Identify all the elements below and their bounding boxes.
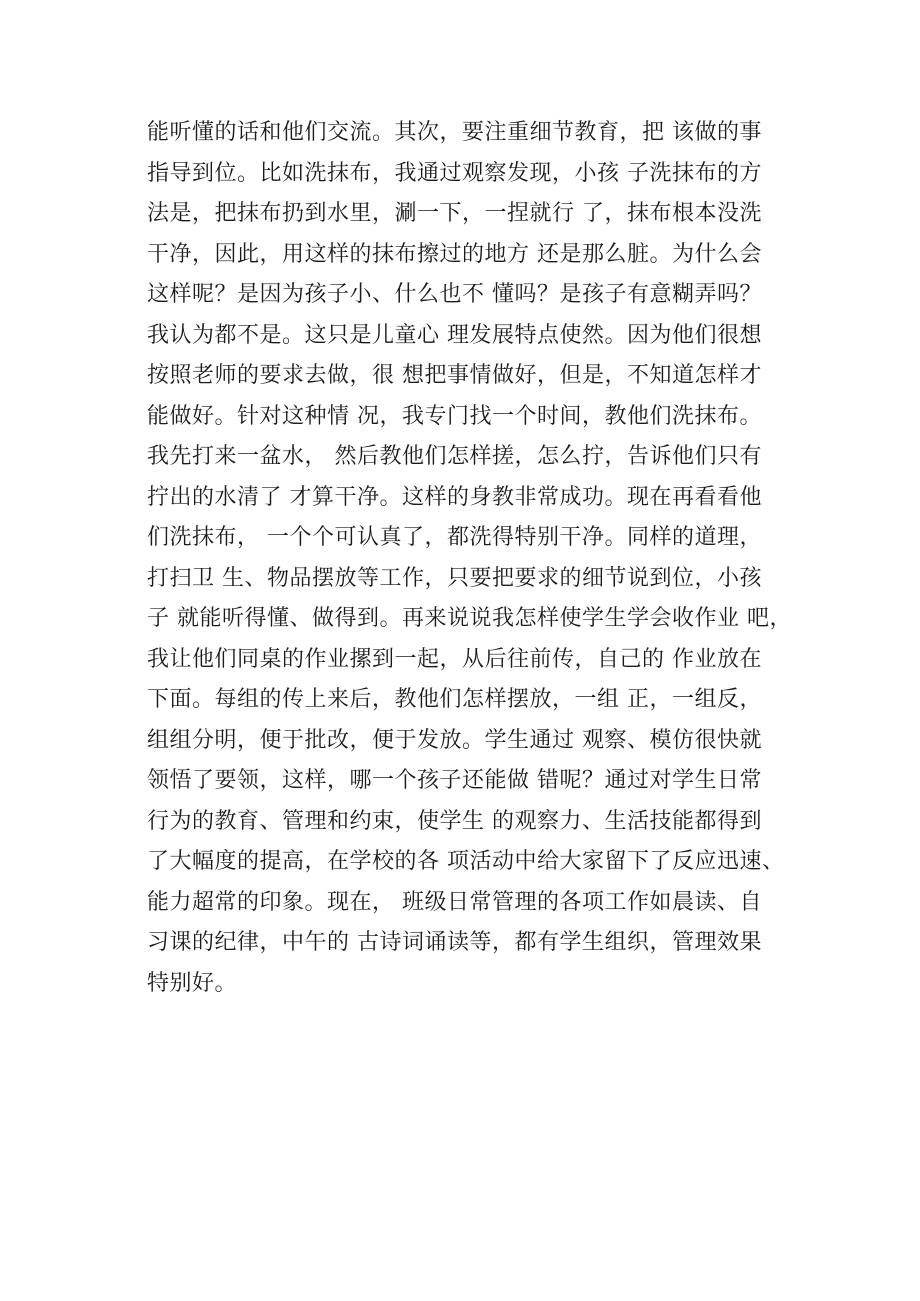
text-line-12: 打扫卫 生、物品摆放等工作，只要把要求的细节说到位，小孩 <box>147 565 762 591</box>
text-line-13: 子 就能听得懂、做得到。再来说说我怎样使学生学会收作业 吧， <box>147 606 792 631</box>
text-line-10: 拧出的水清了 才算干净。这样的身教非常成功。现在再看看他 <box>147 484 762 510</box>
text-line-17: 领悟了要领，这样，哪一个孩子还能做 错呢？通过对学生日常 <box>147 768 762 793</box>
text-line-4: 干净，因此，用这样的抹布擦过的地方 还是那么脏。为什么会 <box>147 241 762 267</box>
text-line-16: 组组分明，便于批改，便于发放。学生通过 观察、模仿很快就 <box>147 727 762 753</box>
text-line-18: 行为的教育、管理和约束，使学生 的观察力、生活技能都得到 <box>147 808 762 834</box>
text-line-15: 下面。每组的传上来后，教他们怎样摆放，一组 正，一组反， <box>147 687 762 712</box>
text-line-2: 指导到位。比如洗抹布，我通过观察发现，小孩 子洗抹布的方 <box>147 160 762 186</box>
text-line-7: 按照老师的要求去做，很 想把事情做好，但是，不知道怎样才 <box>147 363 762 388</box>
body-paragraph <box>147 113 807 1004</box>
text-line-20: 能力超常的印象。现在， 班级日常管理的各项工作如晨读、自 <box>147 889 762 915</box>
text-line-1: 能听懂的话和他们交流。其次，要注重细节教育，把 该做的事 <box>147 120 762 145</box>
text-line-22: 特别好。 <box>147 970 238 996</box>
text-line-5: 这样呢？是因为孩子小、什么也不 懂吗？是孩子有意糊弄吗？ <box>147 282 762 307</box>
text-line-6: 我认为都不是。这只是儿童心 理发展特点使然。因为他们很想 <box>147 322 762 348</box>
text-line-19: 了大幅度的提高，在学校的各 项活动中给大家留下了反应迅速、 <box>147 849 785 874</box>
text-line-3: 法是，把抹布扔到水里，涮一下，一捏就行 了，抹布根本没洗 <box>147 201 762 226</box>
text-line-14: 我让他们同桌的作业摞到一起，从后往前传，自己的 作业放在 <box>147 646 762 672</box>
text-line-8: 能做好。针对这种情 况，我专门找一个时间，教他们洗抹布。 <box>147 403 762 429</box>
text-line-9: 我先打来一盆水， 然后教他们怎样搓，怎么拧，告诉他们只有 <box>147 444 762 469</box>
text-line-11: 们洗抹布， 一个个可认真了，都洗得特别干净。同样的道理， <box>147 525 762 550</box>
text-line-21: 习课的纪律，中午的 古诗词诵读等，都有学生组织，管理效果 <box>147 930 762 955</box>
